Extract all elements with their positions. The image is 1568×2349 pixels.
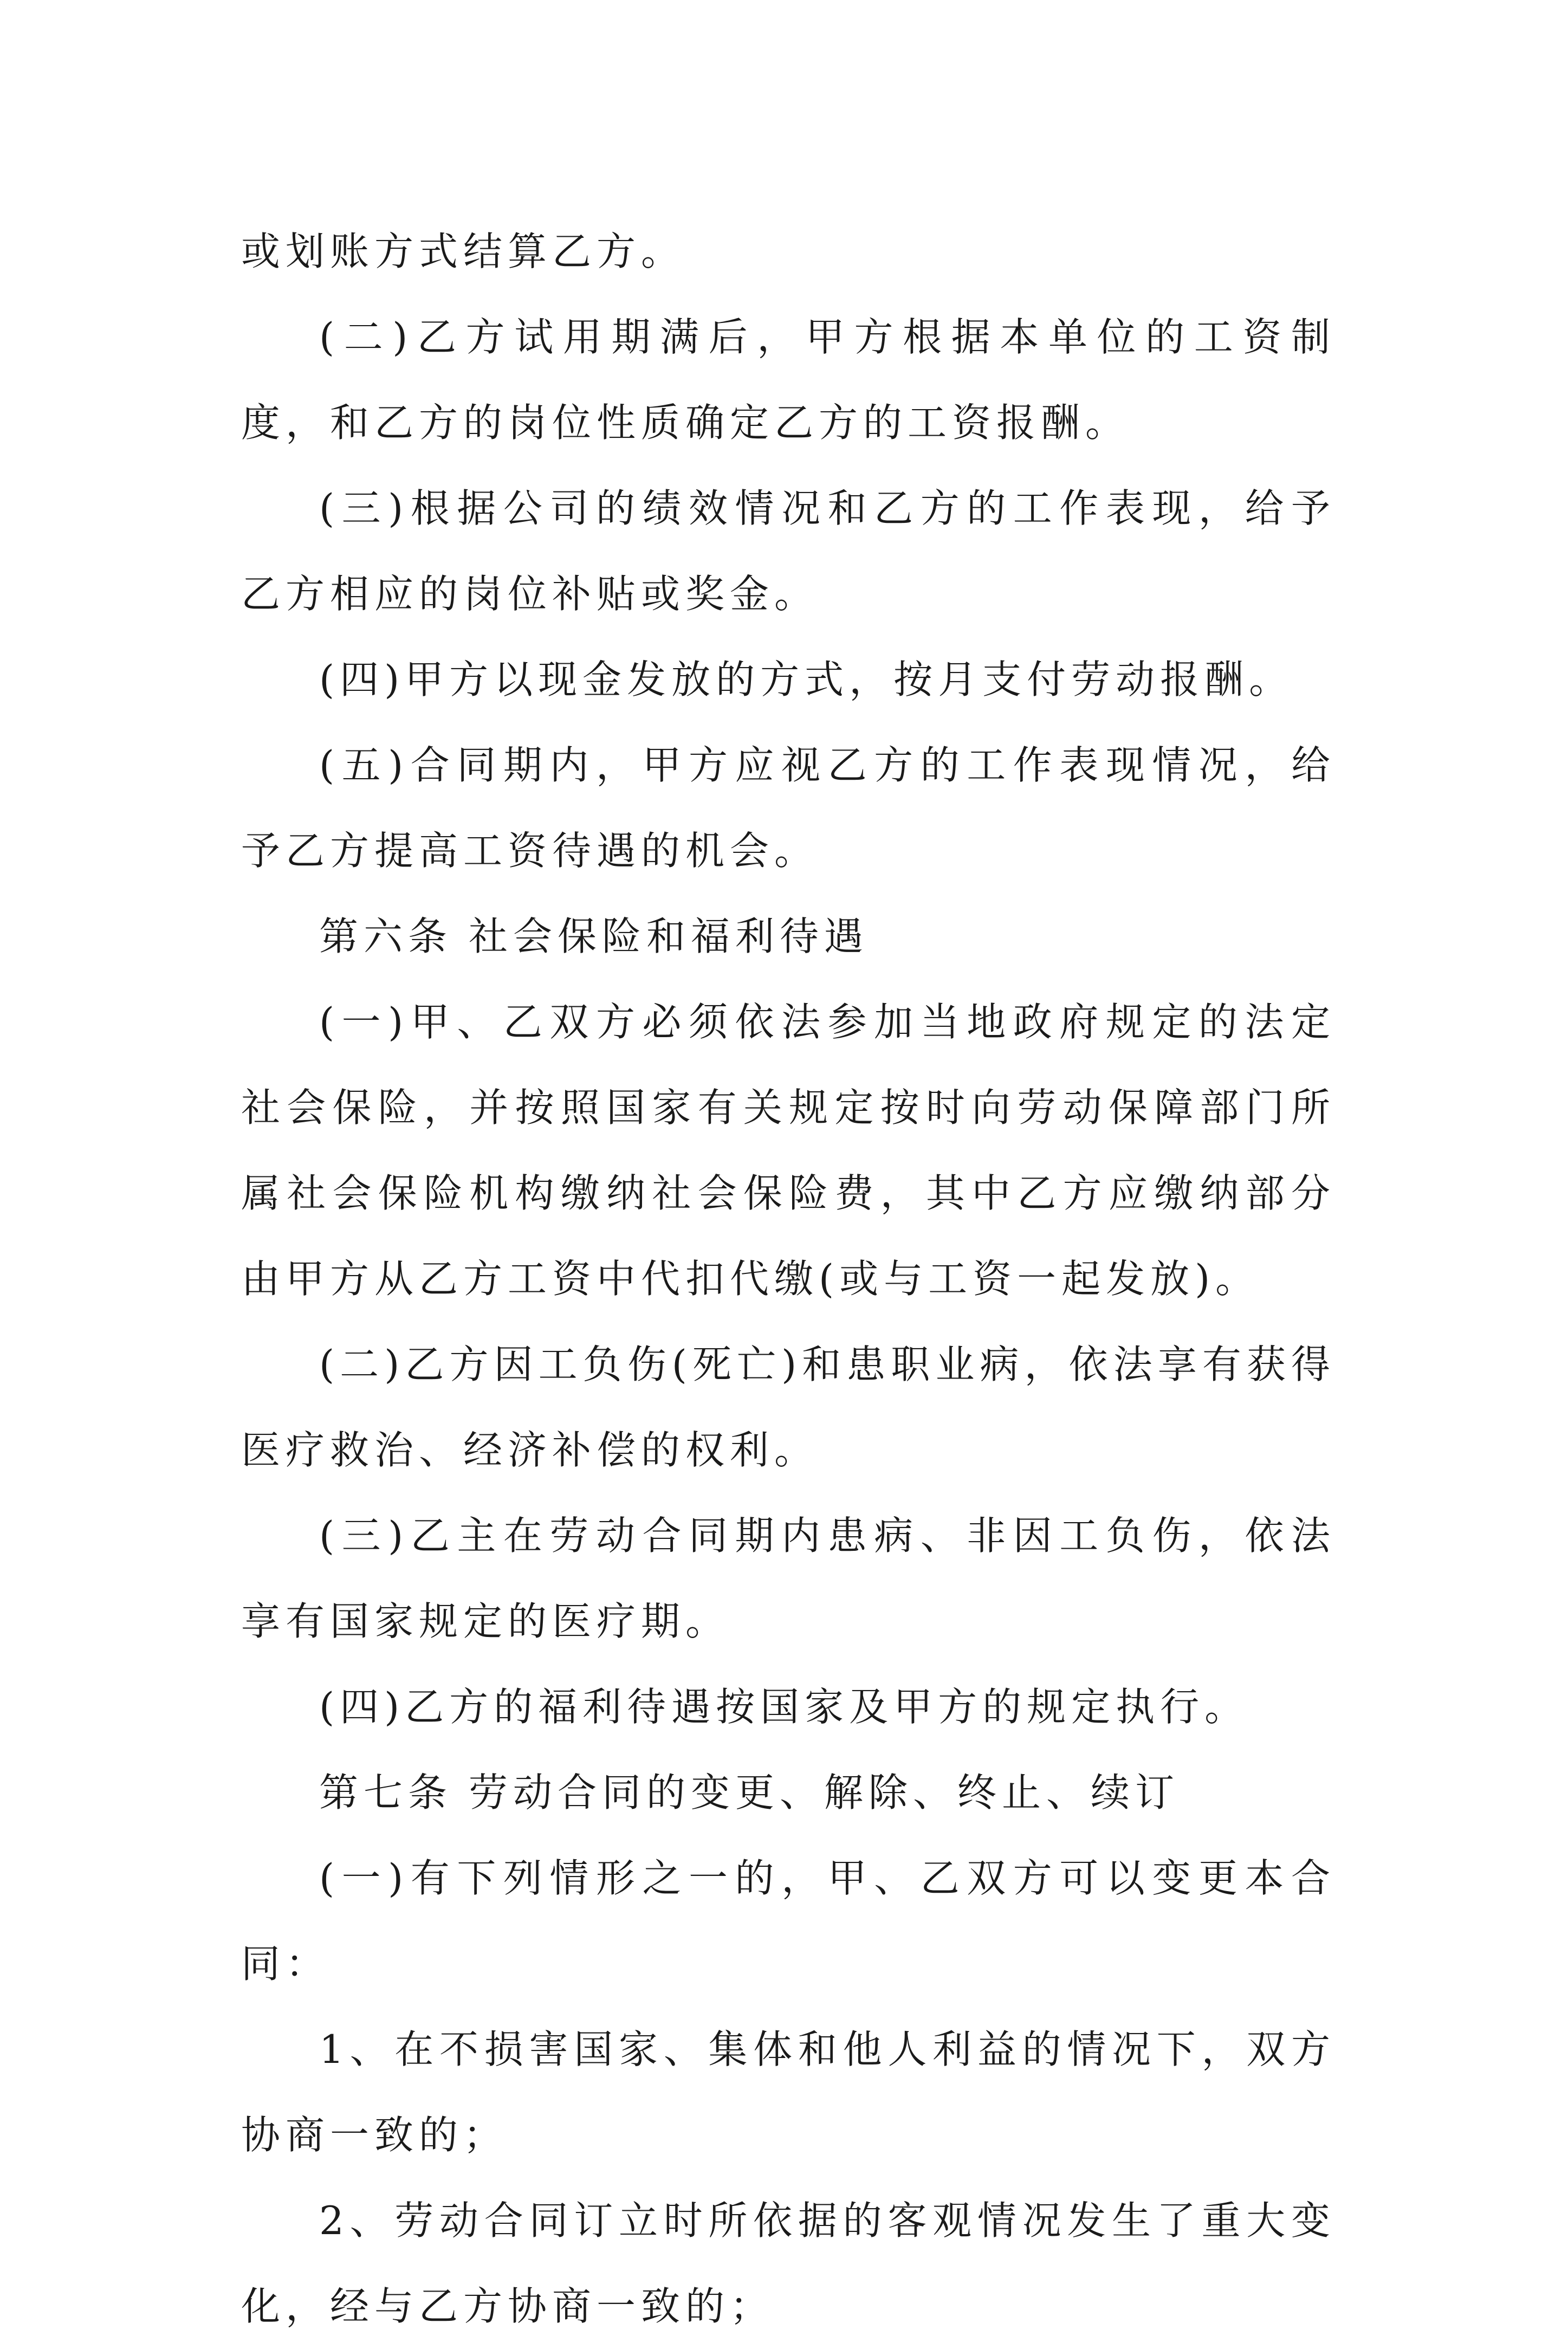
paragraph-social-insurance: (一)甲、乙双方必须依法参加当地政府规定的法定社会保险，并按照国家有关规定按时向劳动保障部门所属社会保险机构缴纳社会保险费，其中乙方应缴纳部分由甲方从乙方工资中代扣代缴(或与工资一起发放)。 (241, 999, 1336, 1302)
paragraph-change-condition-1: 1、在不损害国家、集体和他人利益的情况下，双方协商一致的； (241, 2027, 1336, 2158)
paragraph-contract-change: (一)有下列情形之一的，甲、乙双方可以变更本合同： (241, 1855, 1336, 1986)
paragraph-monthly-payment: (四)甲方以现金发放的方式，按月支付劳动报酬。 (319, 657, 1294, 702)
article-six-heading (241, 894, 1336, 979)
paragraph-change-condition-2: 2、劳动合同订立时所依据的客观情况发生了重大变化，经与乙方协商一致的； (241, 2198, 1336, 2329)
paragraph-medical-period: (三)乙主在劳动合同期内患病、非因工负伤，依法享有国家规定的医疗期。 (241, 1513, 1336, 1644)
paragraph-salary-settlement: 或划账方式结算乙方。 (241, 229, 686, 274)
paragraph-performance-bonus: (三)根据公司的绩效情况和乙方的工作表现，给予乙方相应的岗位补贴或奖金。 (241, 486, 1336, 617)
paragraph-salary-raise: (五)合同期内，甲方应视乙方的工作表现情况，给予乙方提高工资待遇的机会。 (241, 742, 1336, 873)
paragraph-work-injury: (二)乙方因工负伤(死亡)和患职业病，依法享有获得医疗救治、经济补偿的权利。 (241, 1342, 1336, 1473)
article-six-label: 第六条 (319, 914, 453, 959)
paragraph-probation-salary: (二)乙方试用期满后，甲方根据本单位的工资制度，和乙方的岗位性质确定乙方的工资报酬。 (241, 314, 1336, 445)
article-seven-heading (241, 1750, 1336, 1835)
paragraph-welfare: (四)乙方的福利待遇按国家及甲方的规定执行。 (319, 1684, 1249, 1730)
document-body (241, 209, 1336, 2349)
article-seven-label: 第七条 (319, 1770, 453, 1815)
article-seven-title: 劳动合同的变更、解除、终止、续订 (469, 1770, 1180, 1815)
article-six-title: 社会保险和福利待遇 (469, 914, 869, 959)
